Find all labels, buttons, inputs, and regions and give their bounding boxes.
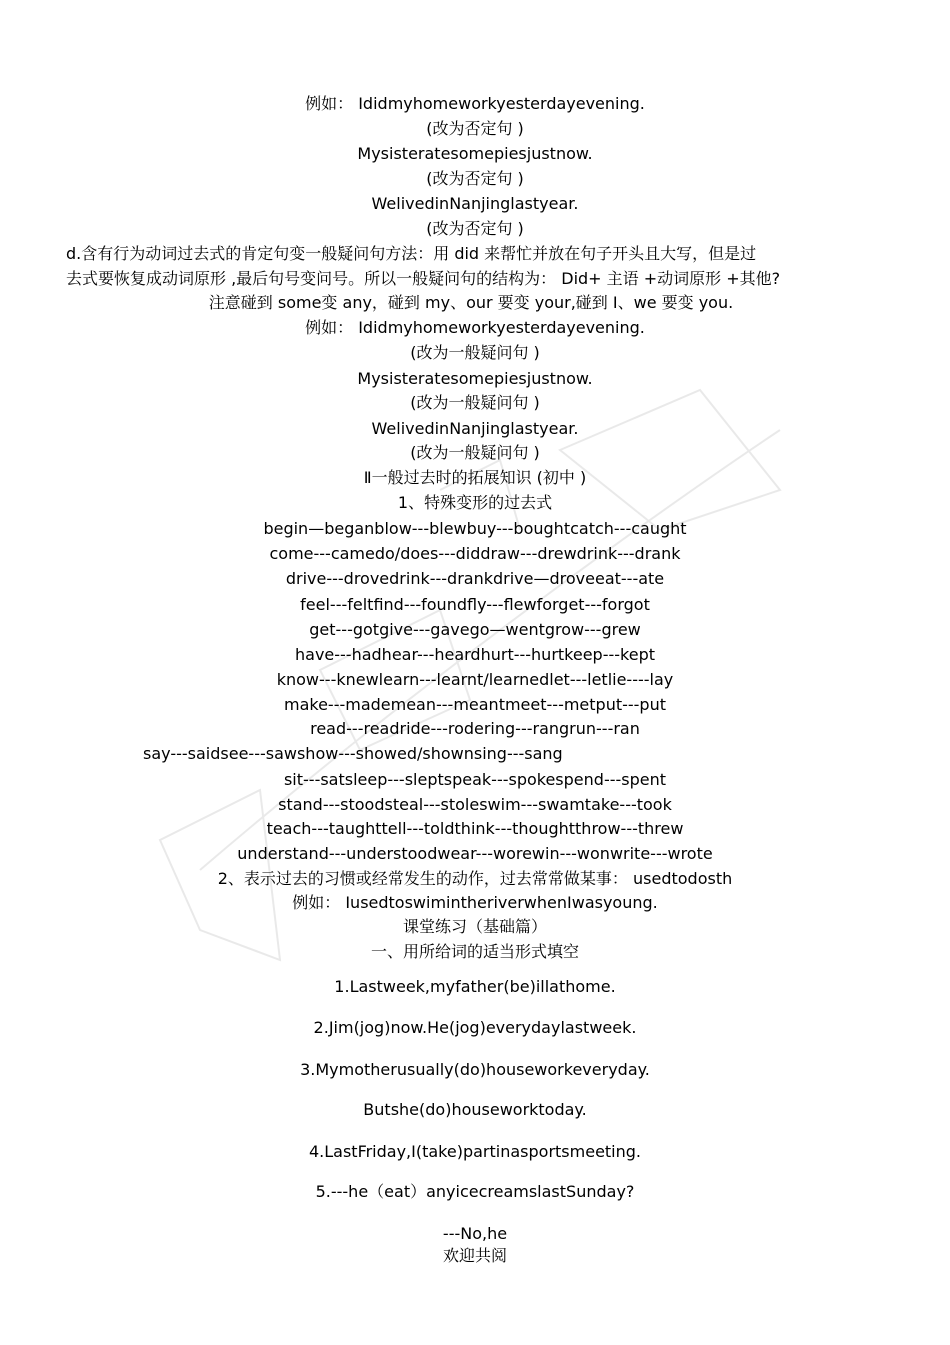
example-line: WelivedinNanjinglastyear.: [371, 419, 579, 438]
rule-line: 去式要恢复成动词原形 ,最后句号变问号。所以一般疑问句的结构为： Did+ 主语 +动词原形 +其他?: [66, 268, 781, 288]
verb-line: know---knewlearn---learnt/learnedlet---letlie----lay: [276, 670, 674, 689]
exercise-item: 4.LastFriday,I(take)partinasportsmeeting.: [308, 1142, 642, 1161]
exercise-item: 5.---he（eat）anyicecreamslastSunday?: [315, 1182, 635, 1201]
instruction-line: (改为一般疑问句 ): [410, 343, 540, 362]
rule-line: d.含有行为动词过去式的肯定句变一般疑问句方法：用 did 来帮忙并放在句子开头且大写，但是过: [66, 244, 757, 263]
page-footer: 欢迎共阅: [442, 1246, 507, 1265]
instruction-line: (改为一般疑问句 ): [410, 443, 540, 462]
exercise-item: 3.Mymotherusually(do)houseworkeveryday.: [300, 1060, 650, 1079]
example-line: Mysisteratesomepiesjustnow.: [357, 369, 593, 388]
instruction-line: (改为否定句 ): [426, 169, 524, 188]
exercise-item: ---No,he: [442, 1224, 508, 1243]
exercise-item: Butshe(do)houseworktoday.: [363, 1100, 587, 1119]
exercise-item: 2.Jim(jog)now.He(jog)everydaylastweek.: [313, 1018, 637, 1037]
exercise-title: 课堂练习（基础篇）: [402, 917, 547, 936]
verb-line: teach---taughttell---toldthink---thoughtthrow---threw: [266, 819, 684, 838]
example-line: WelivedinNanjinglastyear.: [371, 194, 579, 213]
verb-line: feel---feltfind---foundfly---flewforget---forgot: [300, 595, 650, 614]
verb-line: get---gotgive---gavego—wentgrow---grew: [309, 620, 641, 639]
verb-line: come---camedo/does---diddraw---drewdrink---drank: [269, 544, 681, 563]
instruction-line: (改为一般疑问句 ): [410, 393, 540, 412]
section-title: Ⅱ一般过去时的拓展知识 (初中 ): [363, 468, 587, 487]
exercise-subtitle: 一、用所给词的适当形式填空: [370, 942, 579, 961]
instruction-line: (改为否定句 ): [426, 219, 524, 238]
verb-line: begin—beganblow---blewbuy---boughtcatch---caught: [263, 519, 687, 538]
subsection-title: 2、表示过去的习惯或经常发生的动作，过去常常做某事： usedtodosth: [217, 869, 733, 888]
exercise-item: 1.Lastweek,myfather(be)illathome.: [334, 977, 616, 996]
rule-line: 注意碰到 some变 any，碰到 my、our 要变 your,碰到 I、we 要变 you.: [208, 293, 734, 312]
rule-paragraph-d: [66, 242, 876, 316]
example-line: 例如： Ididmyhomeworkyesterdayevening.: [305, 94, 645, 113]
subsection-title: 1、特殊变形的过去式: [397, 493, 553, 512]
verb-line: stand---stoodsteal---stoleswim---swamtake---took: [278, 795, 672, 814]
instruction-line: (改为否定句 ): [426, 119, 524, 138]
example-line: Mysisteratesomepiesjustnow.: [357, 144, 593, 163]
verb-line: read---readride---rodering---rangrun---ran: [310, 719, 640, 738]
verb-line: say---saidsee---sawshow---showed/shownsing---sang: [143, 744, 563, 763]
verb-line: have---hadhear---heardhurt---hurtkeep---kept: [295, 645, 655, 664]
example-line: 例如： IusedtoswimintheriverwhenIwasyoung.: [292, 893, 658, 912]
verb-line: sit---satsleep---sleptspeak---spokespend---spent: [283, 770, 667, 789]
verb-line: make---mademean---meantmeet---metput---put: [283, 695, 666, 714]
verb-line: drive---drovedrink---drankdrive—droveeat---ate: [285, 569, 665, 588]
verb-line: understand---understoodwear---worewin---wonwrite---wrote: [237, 844, 713, 863]
example-line: 例如： Ididmyhomeworkyesterdayevening.: [305, 318, 645, 337]
